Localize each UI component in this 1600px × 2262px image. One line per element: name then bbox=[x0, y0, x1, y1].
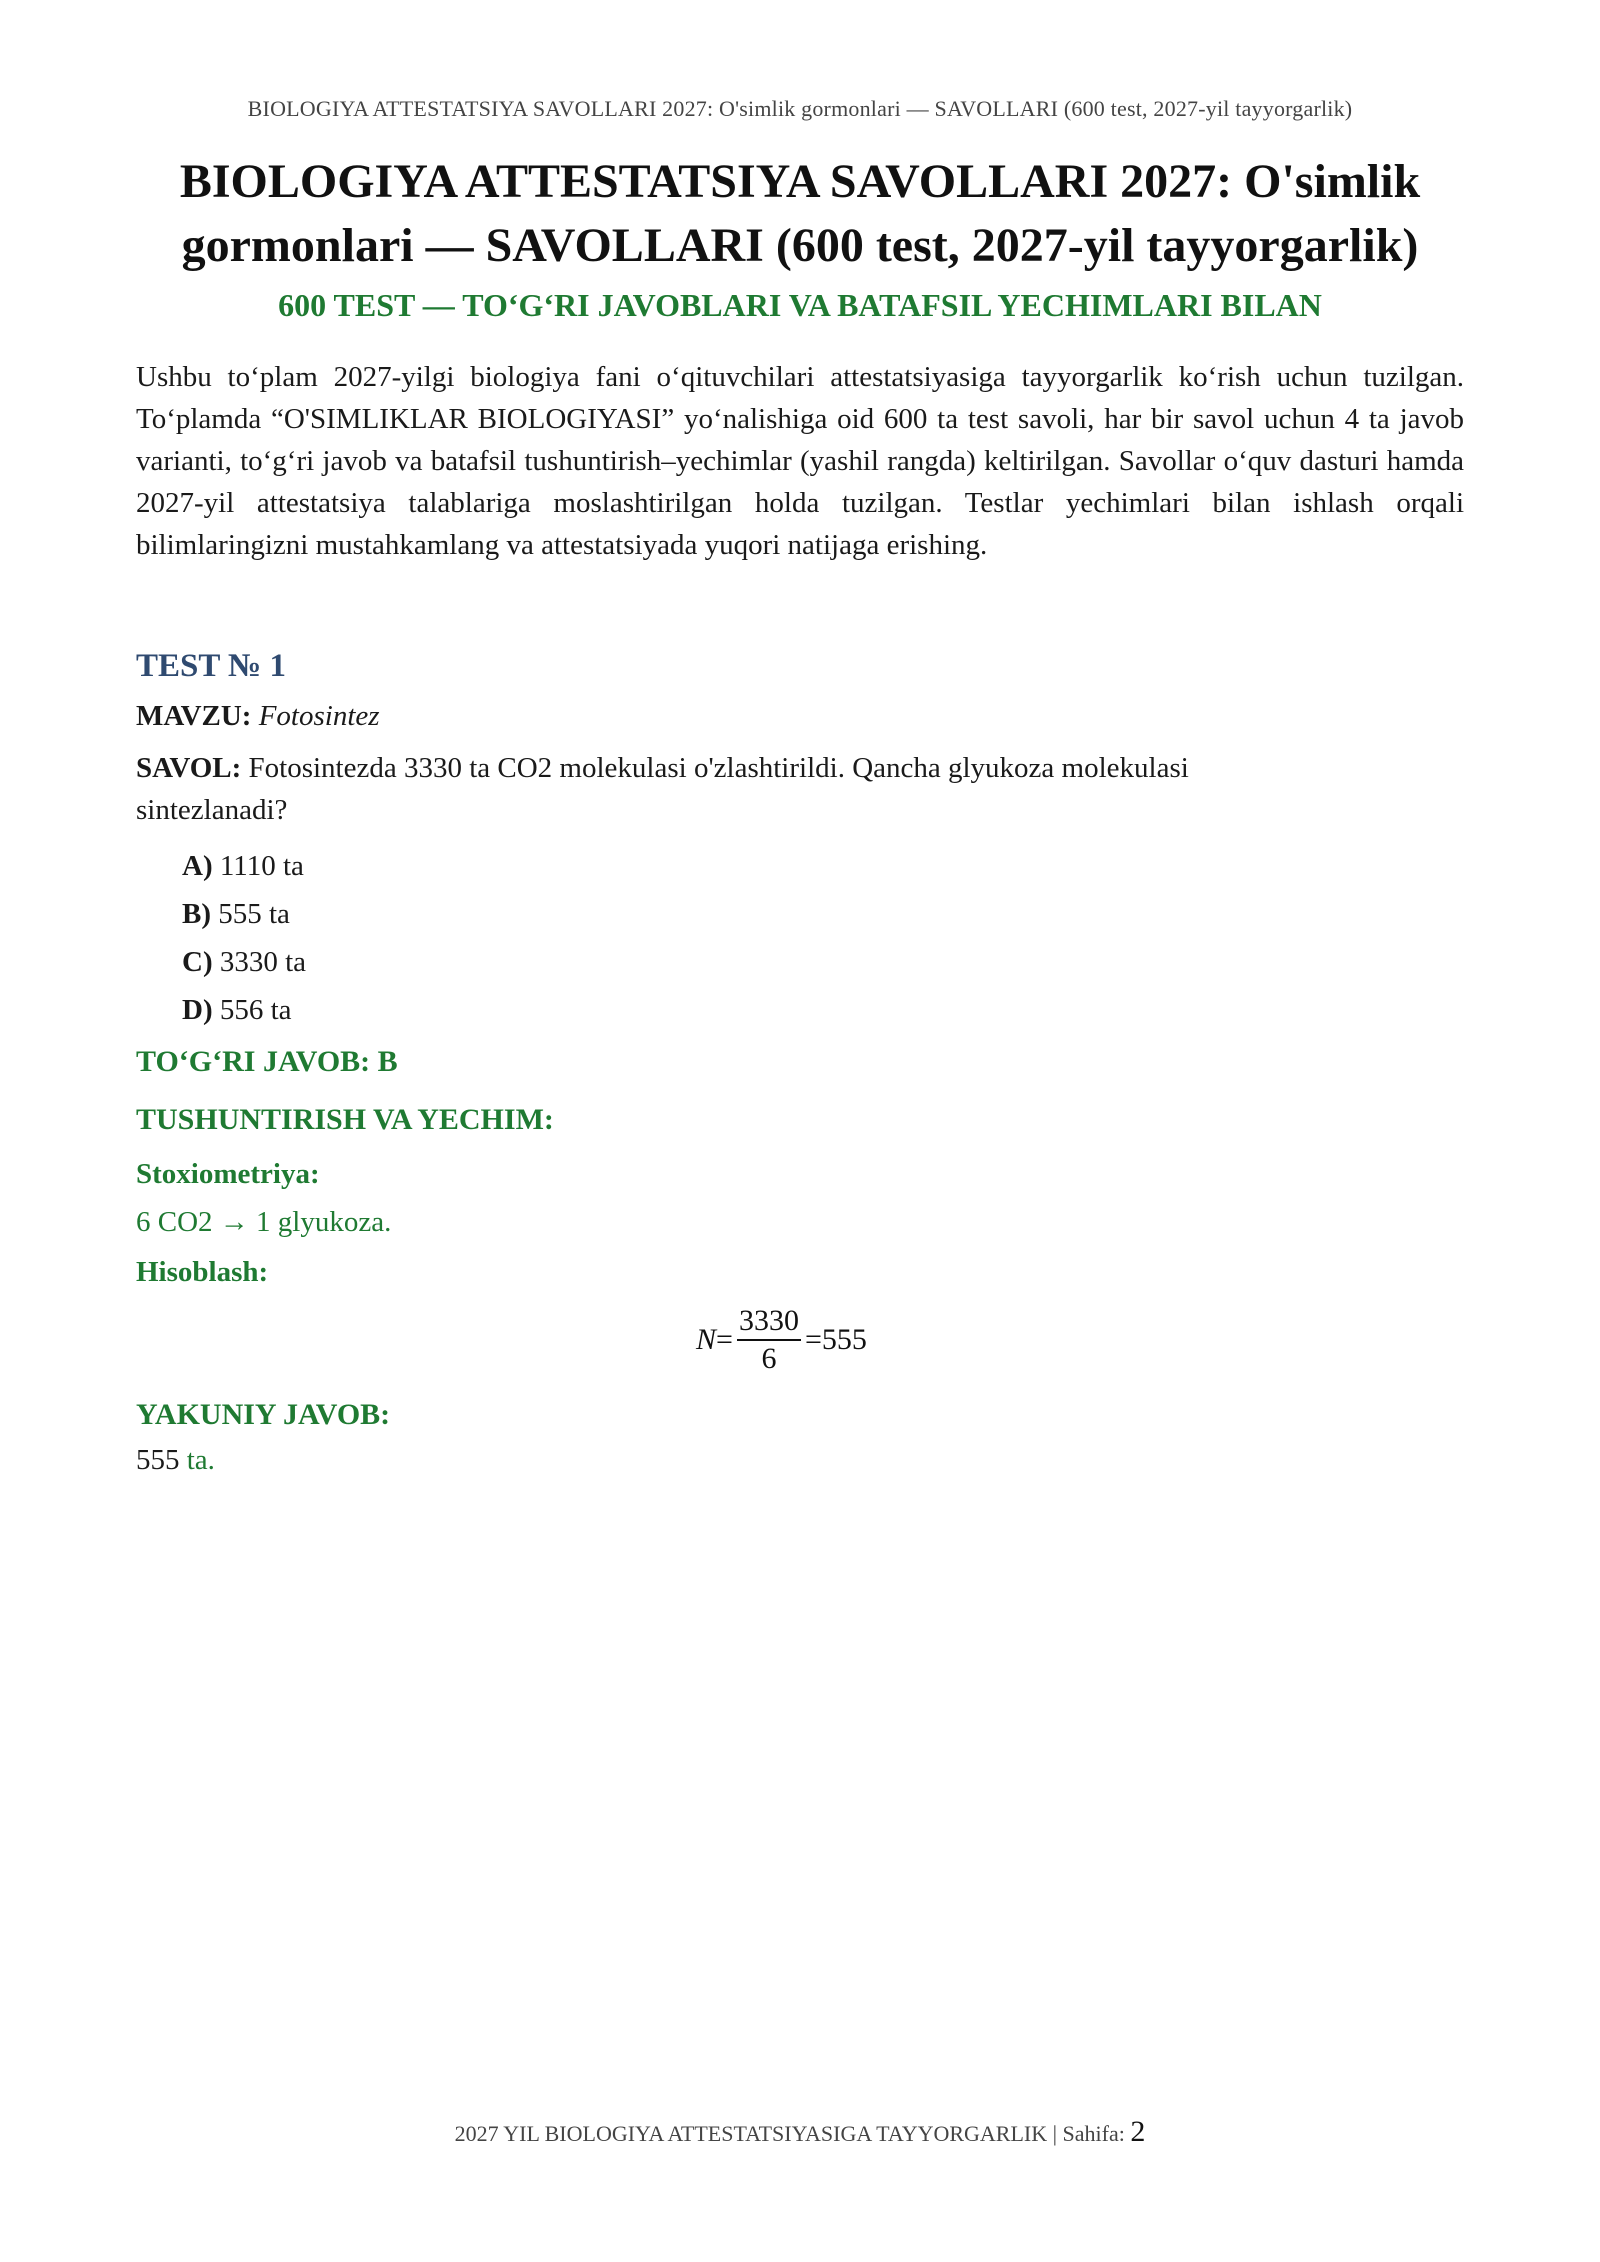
page-footer bbox=[0, 2115, 1600, 2149]
stoichiometry-label: Stoxiometriya: bbox=[136, 1158, 320, 1190]
option-text: 3330 ta bbox=[219, 946, 307, 978]
final-answer bbox=[136, 1444, 215, 1477]
formula-equals: = bbox=[716, 1323, 733, 1356]
calculation-label: Hisoblash: bbox=[136, 1256, 269, 1288]
final-answer-label: YAKUNIY JAVOB: bbox=[136, 1398, 391, 1431]
footer-page-label: Sahifa: bbox=[1062, 2121, 1125, 2146]
option-text: 555 ta bbox=[218, 898, 290, 930]
page-number: 2 bbox=[1130, 2115, 1146, 2148]
topic-label: MAVZU: bbox=[136, 700, 252, 732]
intro-paragraph: Ushbu to‘plam 2027-yilgi biologiya fani o‘qituvchilari attestatsiyasiga tayyorgarlik ko‘rish uchun tuzilgan. To‘plamda “O'SIMLIKLAR BIOLOGIYASI” yo‘nalishiga oid 600 ta test savoli, har bir savol uchun 4 ta javob varianti, to‘g‘ri javob va batafsil tushuntirish–yechimlar (yashil rangda) keltirilgan. Savollar o‘quv dasturi hamda 2027-yil attestatsiya talablariga moslashtirilgan holda tuzilgan. Testlar yechimlari bilan ishlash orqali bilimlaringizni mustahkamlang va attestatsiyada yuqori natijaga erishing. bbox=[136, 361, 1464, 561]
option-letter: B) bbox=[182, 898, 211, 930]
question-label: SAVOL: bbox=[136, 752, 242, 784]
correct-answer: TO‘G‘RI JAVOB: B bbox=[136, 1045, 398, 1078]
question-text: Fotosintezda 3330 ta CO2 molekulasi o'zlashtirildi. Qancha glyukoza molekulasi sintezlanadi? bbox=[136, 752, 1189, 826]
test-heading: TEST № 1 bbox=[136, 648, 286, 684]
footer-text: 2027 YIL BIOLOGIYA ATTESTATSIYASIGA TAYYORGARLIK bbox=[454, 2121, 1048, 2146]
option-letter: C) bbox=[182, 946, 213, 978]
option-letter: D) bbox=[182, 994, 213, 1026]
running-header: BIOLOGIYA ATTESTATSIYA SAVOLLARI 2027: O'simlik gormonlari — SAVOLLARI (600 test, 2027-yil tayyorgarlik) bbox=[247, 96, 1353, 121]
formula-variable: N bbox=[696, 1323, 717, 1356]
final-answer-value: 555 bbox=[136, 1444, 180, 1476]
answer-options bbox=[182, 848, 306, 1040]
option-text: 1110 ta bbox=[219, 850, 304, 882]
calculation-formula bbox=[696, 1300, 867, 1380]
formula-fraction bbox=[737, 1303, 801, 1377]
option-c bbox=[182, 944, 306, 992]
option-d bbox=[182, 992, 306, 1040]
document-title: BIOLOGIYA ATTESTATSIYA SAVOLLARI 2027: O'simlik gormonlari — SAVOLLARI (600 test, 2027-yil tayyorgarlik) bbox=[179, 155, 1421, 272]
explanation-heading: TUSHUNTIRISH VA YECHIM: bbox=[136, 1103, 554, 1136]
fraction-numerator: 3330 bbox=[737, 1303, 801, 1341]
footer-separator: | bbox=[1052, 2121, 1058, 2146]
final-answer-unit: ta. bbox=[186, 1444, 215, 1476]
option-b bbox=[182, 896, 306, 944]
topic-line bbox=[136, 700, 380, 733]
formula-equals: = bbox=[804, 1323, 822, 1356]
document-subtitle: 600 TEST — TO‘G‘RI JAVOBLARI VA BATAFSIL YECHIMLARI BILAN bbox=[278, 287, 1322, 323]
stoichiometry-text: 6 CO2 → 1 glyukoza. bbox=[136, 1206, 392, 1238]
option-a bbox=[182, 848, 306, 896]
option-letter: A) bbox=[182, 850, 213, 882]
formula-result: 555 bbox=[821, 1323, 867, 1356]
question bbox=[136, 747, 1336, 831]
topic-value: Fotosintez bbox=[258, 700, 380, 732]
option-text: 556 ta bbox=[219, 994, 292, 1026]
fraction-denominator: 6 bbox=[761, 1342, 777, 1375]
